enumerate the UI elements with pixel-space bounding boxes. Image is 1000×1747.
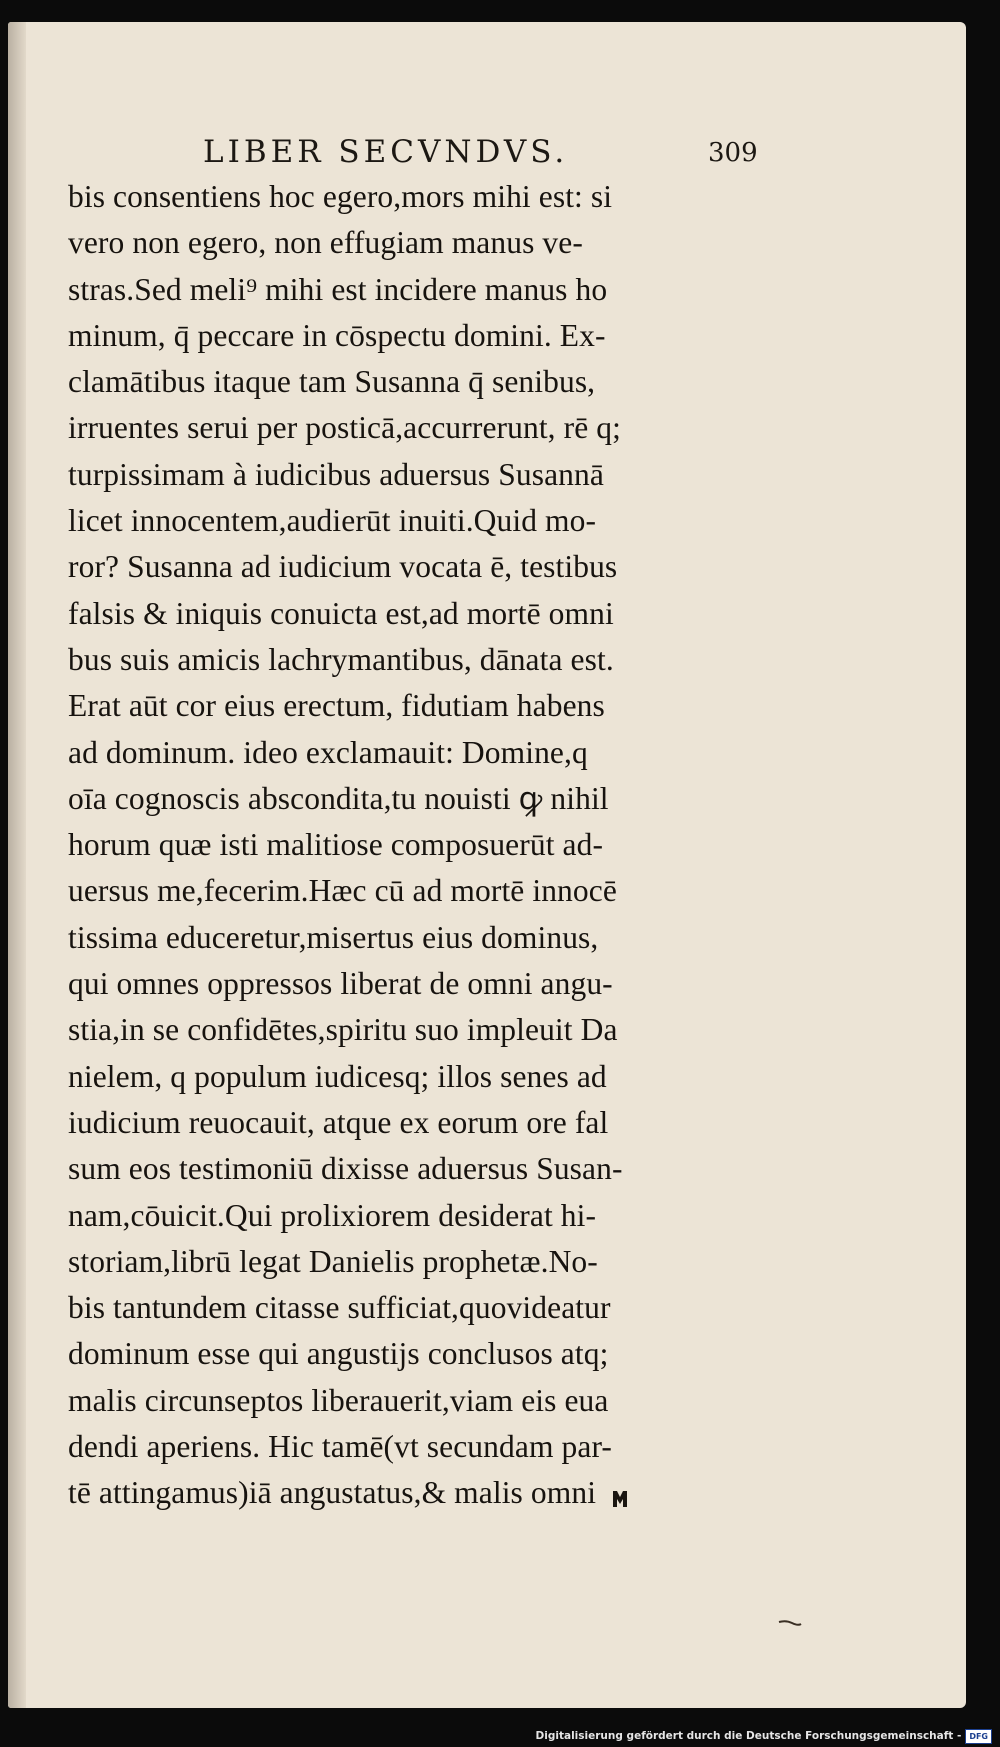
- page-number: 309: [708, 138, 758, 168]
- text-line: stia,in se confidētes,spiritu suo impleuit Da: [68, 1012, 618, 1048]
- running-head: LIBER SECVNDVS.: [203, 134, 569, 170]
- dfg-logo: DFG: [965, 1729, 992, 1744]
- text-line: tissima educeretur,misertus eius dominus,: [68, 919, 599, 955]
- text-line: qui omnes oppressos liberat de omni angu-: [68, 966, 613, 1002]
- text-line: nielem, q populum iudicesq; illos senes ad: [68, 1058, 607, 1094]
- text-line: bus suis amicis lachrymantibus, dānata est.: [68, 641, 614, 677]
- footer-credit: Digitalisierung gefördert durch die Deutsche Forschungsgemeinschaft -: [535, 1730, 962, 1742]
- text-line: horum quæ isti malitiose composuerūt ad-: [68, 827, 604, 863]
- text-line: falsis & iniquis conuicta est,ad mortē omni: [68, 595, 614, 631]
- text-line: dendi aperiens. Hic tamē(vt secundam par-: [68, 1429, 612, 1465]
- text-line: ad dominum. ideo exclamauit: Domine,q: [68, 734, 588, 770]
- text-line: uersus me,fecerim.Hæc cū ad mortē innocē: [68, 873, 617, 909]
- text-line: nam,cōuicit.Qui prolixiorem desiderat hi-: [68, 1197, 597, 1233]
- book-page: [8, 22, 966, 1708]
- text-line: bis consentiens hoc egero,mors mihi est: si: [68, 179, 613, 214]
- text-line: Erat aūt cor eius erectum, fidutiam habens: [68, 688, 605, 724]
- text-line: licet innocentem,audierūt inuiti.Quid mo-: [68, 503, 597, 539]
- text-line: bis tantundem citasse sufficiat,quovideatur: [68, 1290, 611, 1326]
- text-line: vero non egero, non effugiam manus ve-: [68, 225, 583, 261]
- text-line: oīa cognoscis abscondita,tu nouisti ꝙ nihil: [68, 780, 609, 816]
- text-line: tē attingamus)iā angustatus,& malis omni: [68, 1475, 597, 1511]
- text-line: clamātibus itaque tam Susanna q̄ senibus,: [68, 364, 596, 400]
- text-block: [68, 174, 768, 1517]
- ink-smudge-mark: [778, 1620, 802, 1626]
- text-line: stras.Sed meli⁹ mihi est incidere manus ho: [68, 271, 608, 307]
- text-line: sum eos testimoniū dixisse aduersus Susan-: [68, 1151, 623, 1187]
- text-line: ror? Susanna ad iudicium vocata ē, testibus: [68, 549, 618, 585]
- digitization-footer: [536, 1727, 992, 1745]
- text-line: malis circunseptos liberauerit,viam eis eua: [68, 1382, 609, 1418]
- text-line: irruentes serui per posticā,accurrerunt, rē q;: [68, 410, 621, 446]
- page-gutter-shadow: [8, 22, 26, 1708]
- text-line: storiam,librū legat Danielis prophetæ.No-: [68, 1243, 598, 1279]
- text-line: turpissimam à iudicibus aduersus Susannā: [68, 456, 604, 492]
- text-line: minum, q̄ peccare in cōspectu domini. Ex-: [68, 317, 606, 353]
- text-line: iudicium reuocauit, atque ex eorum ore fal: [68, 1104, 609, 1140]
- text-line: dominum esse qui angustijs conclusos atq;: [68, 1336, 609, 1372]
- printer-signature-mark: [611, 1488, 629, 1510]
